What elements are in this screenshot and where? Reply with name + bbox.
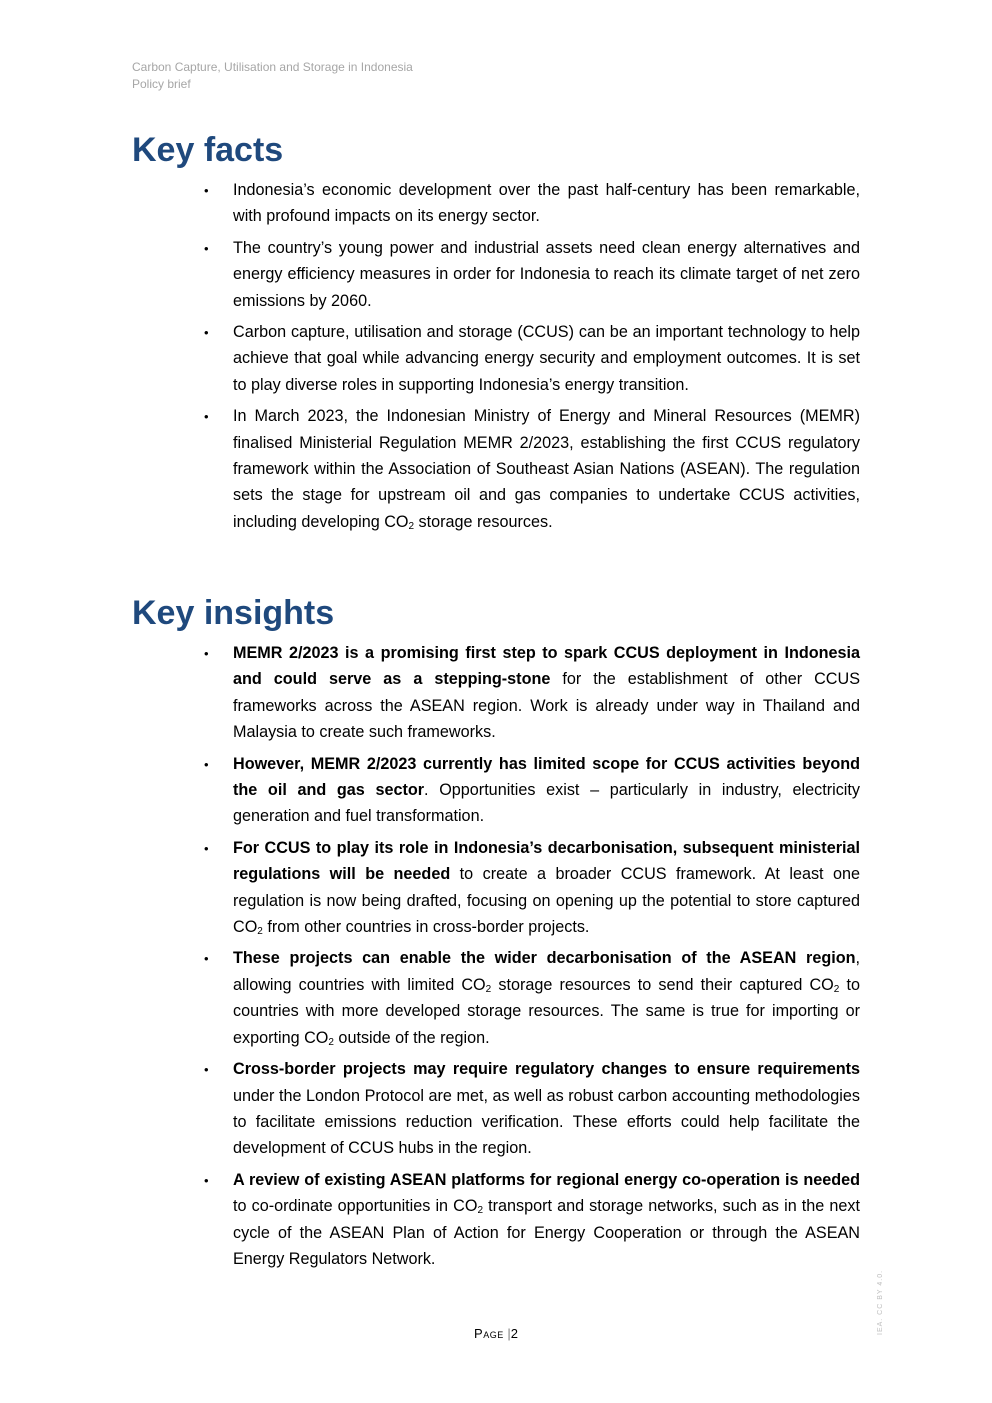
bullet-item: [233, 751, 860, 830]
bold-text: MEMR 2/2023 is a promising first step to spark CCUS deployment in Indonesia and could serve as a stepping-stone: [233, 644, 860, 689]
bold-text: Cross-border projects may require regulatory changes to ensure requirements: [233, 1060, 860, 1079]
text-run: . Opportunities exist – particularly in industry, electricity generation and fuel transformation.: [233, 781, 860, 826]
text-run: The country’s young power and industrial assets need clean energy alternatives and energy efficiency measures in order for Indonesia to reach its climate target of net zero emissions by 2060.: [233, 238, 860, 310]
text-run: storage resources.: [414, 512, 553, 531]
text-run: Carbon capture, utilisation and storage (CCUS) can be an important technology to help achieve that goal while advancing energy security and employment outcomes. It is set to play diverse roles in supporting Indonesia’s energy transition.: [233, 323, 860, 394]
text-run: Indonesia’s economic development over the past half-century has been remarkable, with profound impacts on its energy sector.: [233, 181, 860, 226]
text-run: to create a broader CCUS framework. At least one regulation is now being drafted, focusing on opening up the potential to store captured CO: [233, 865, 860, 937]
bullet-item: [233, 835, 860, 941]
bullet-item: [233, 945, 860, 1051]
key-insights-list: [233, 640, 860, 1277]
bullet-item: [233, 235, 860, 314]
text-run: , allowing countries with limited CO: [233, 949, 860, 994]
bullet-item: [233, 1167, 860, 1273]
text-run: to co-ordinate opportunities in CO: [233, 1197, 478, 1216]
text-run: transport and storage networks, such as in the next cycle of the ASEAN Plan of Action for Energy Cooperation or through the ASEAN Energy Regulators Network.: [233, 1197, 860, 1268]
bold-text: For CCUS to play its role in Indonesia’s decarbonisation, subsequent ministerial regulations will be needed: [233, 838, 860, 884]
text-run: from other countries in cross-border projects.: [262, 918, 590, 937]
subscript: 2: [477, 1205, 483, 1217]
text-run: In March 2023, the Indonesian Ministry of Energy and Mineral Resources (MEMR) finalised Ministerial Regulation MEMR 2/2023, establishing the first CCUS regulatory framework within the Association of Southeast Asian Nations (ASEAN). The regulation sets the stage for upstream oil and gas companies to undertake CCUS activities, including developing CO: [233, 407, 860, 531]
document-title: Carbon Capture, Utilisation and Storage in Indonesia: [132, 60, 413, 74]
page-label: Page: [474, 1326, 504, 1341]
running-header: [132, 59, 413, 92]
bullet-item: [233, 640, 860, 746]
bullet-item: [233, 403, 860, 535]
page-footer: [0, 1326, 992, 1341]
subscript: 2: [833, 983, 840, 995]
key-facts-list: [233, 177, 860, 540]
subscript: 2: [408, 520, 415, 532]
key-facts-heading: Key facts: [132, 131, 284, 169]
text-run: outside of the region.: [333, 1028, 490, 1047]
bullet-item: [233, 319, 860, 398]
text-run: under the London Protocol are met, as well as robust carbon accounting methodologies to facilitate emissions reduction verification. These efforts could help facilitate the development of CCUS hubs in the region.: [233, 1086, 860, 1158]
document-type: Policy brief: [132, 76, 191, 91]
subscript: 2: [257, 926, 263, 938]
bold-text: A review of existing ASEAN platforms for regional energy co-operation is needed: [233, 1170, 860, 1189]
text-run: to countries with more developed storage resources. The same is true for importing or exporting CO: [233, 975, 860, 1047]
copyright-notice: IEA. CC BY 4.0.: [877, 1269, 884, 1335]
key-insights-heading: Key insights: [132, 594, 335, 632]
bullet-item: [233, 177, 860, 230]
subscript: 2: [328, 1036, 334, 1048]
page-separator: |: [507, 1326, 511, 1341]
text-run: for the establishment of other CCUS frameworks across the ASEAN region. Work is already under way in Thailand and Malaysia to create such frameworks.: [233, 670, 860, 742]
text-run: storage resources to send their captured CO: [491, 975, 834, 994]
bold-text: However, MEMR 2/2023 currently has limited scope for CCUS activities beyond the oil and gas sector: [233, 754, 860, 800]
bold-text: These projects can enable the wider decarbonisation of the ASEAN region: [233, 949, 856, 968]
bullet-item: [233, 1056, 860, 1162]
page-number: 2: [510, 1326, 518, 1341]
subscript: 2: [485, 983, 492, 995]
